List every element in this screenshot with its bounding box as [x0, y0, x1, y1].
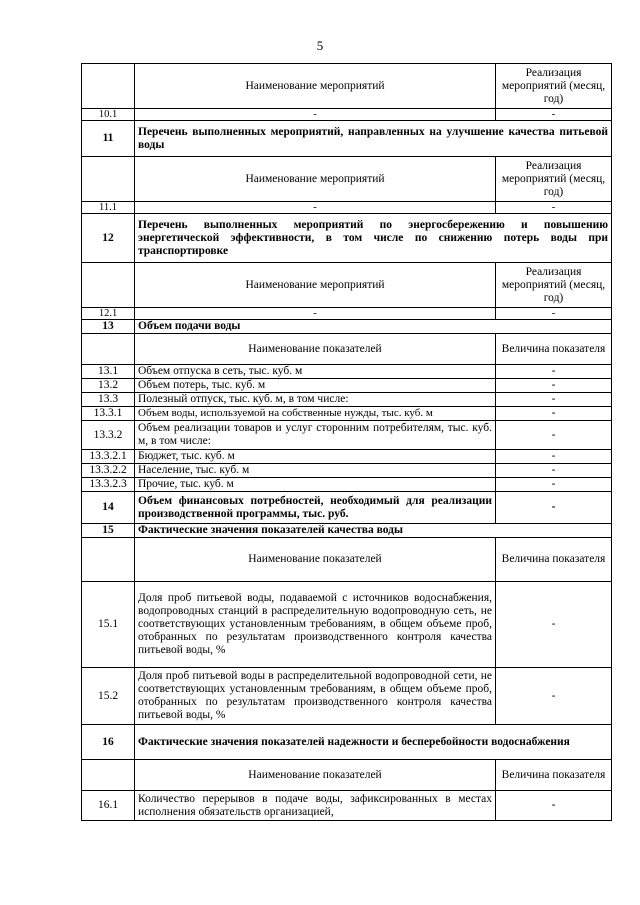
table-row [82, 668, 612, 725]
table-header-row [82, 538, 612, 582]
row-number: 13.3.2.3 [82, 478, 135, 492]
table-header-row [82, 263, 612, 308]
row-text: Объем отпуска в сеть, тыс. куб. м [135, 365, 496, 379]
section-row [82, 214, 612, 263]
header-num-cell [82, 64, 135, 109]
header-measures-name: Наименование мероприятий [135, 64, 496, 109]
table-row [82, 379, 612, 393]
row-value: - [496, 450, 612, 464]
row-value: - [496, 791, 612, 821]
section-title: Перечень выполненных мероприятий по энергосбережению и повышению энергетической эффективности, в том числе по снижению потерь воды при транспортировке [135, 214, 612, 263]
row-value: - [496, 379, 612, 393]
table-row [82, 109, 612, 121]
table-row [82, 464, 612, 478]
row-number: 13.3.2.1 [82, 450, 135, 464]
row-number: 10.1 [82, 109, 135, 121]
table-row [82, 202, 612, 214]
row-number: 13.3.2 [82, 421, 135, 450]
table-row [82, 365, 612, 379]
section-row [82, 492, 612, 524]
table-row [82, 407, 612, 421]
row-text: Полезный отпуск, тыс. куб. м, в том числе: [135, 393, 496, 407]
row-value: - [496, 407, 612, 421]
row-text: - [135, 109, 496, 121]
section-title: Объем финансовых потребностей, необходимый для реализации производственной программы, тыс. руб. [135, 492, 496, 524]
section-row [82, 725, 612, 760]
row-text: Население, тыс. куб. м [135, 464, 496, 478]
table-row [82, 582, 612, 668]
section-row [82, 320, 612, 334]
table-row [82, 450, 612, 464]
header-measures-impl: Реализация мероприятий (месяц, год) [496, 64, 612, 109]
section-title: Фактические значения показателей надежности и бесперебойности водоснабжения [135, 725, 612, 760]
row-text: Доля проб питьевой воды в распределительной водопроводной сети, не соответствующих установленным требованиям, в общем объеме проб, отобранных по результатам производственного контроля качества питьевой воды, % [135, 668, 496, 725]
section-number: 15 [82, 524, 135, 538]
row-value: - [496, 202, 612, 214]
header-num-cell [82, 760, 135, 791]
table-row [82, 308, 612, 320]
row-text: Количество перерывов в подаче воды, зафиксированных в местах исполнения обязательств организацией, [135, 791, 496, 821]
header-measures-impl: Реализация мероприятий (месяц, год) [496, 263, 612, 308]
row-value: - [496, 393, 612, 407]
section-row [82, 524, 612, 538]
row-value: - [496, 308, 612, 320]
header-measures-name: Наименование мероприятий [135, 263, 496, 308]
row-number: 15.1 [82, 582, 135, 668]
table-header-row [82, 334, 612, 365]
row-number: 12.1 [82, 308, 135, 320]
table-header-row [82, 64, 612, 109]
section-number: 13 [82, 320, 135, 334]
row-text: Объем потерь, тыс. куб. м [135, 379, 496, 393]
report-table [81, 63, 612, 821]
row-number: 13.1 [82, 365, 135, 379]
row-number: 15.2 [82, 668, 135, 725]
row-value: - [496, 464, 612, 478]
row-text: - [135, 308, 496, 320]
section-row [82, 121, 612, 157]
header-measures-name: Наименование мероприятий [135, 157, 496, 202]
page-number: 5 [316, 38, 324, 53]
row-value: - [496, 582, 612, 668]
row-text: Бюджет, тыс. куб. м [135, 450, 496, 464]
row-number: 13.3.2.2 [82, 464, 135, 478]
header-num-cell [82, 157, 135, 202]
table-row [82, 393, 612, 407]
table-row [82, 421, 612, 450]
header-num-cell [82, 538, 135, 582]
header-indicators-name: Наименование показателей [135, 538, 496, 582]
section-number: 16 [82, 725, 135, 760]
header-num-cell [82, 334, 135, 365]
section-number: 12 [82, 214, 135, 263]
row-number: 16.1 [82, 791, 135, 821]
row-number: 11.1 [82, 202, 135, 214]
row-value: - [496, 109, 612, 121]
table-row [82, 478, 612, 492]
row-value: - [496, 421, 612, 450]
header-indicators-name: Наименование показателей [135, 760, 496, 791]
header-indicators-name: Наименование показателей [135, 334, 496, 365]
row-number: 13.3.1 [82, 407, 135, 421]
header-indicators-value: Величина показателя [496, 760, 612, 791]
table-header-row [82, 157, 612, 202]
table-row [82, 791, 612, 821]
row-value: - [496, 365, 612, 379]
header-measures-impl: Реализация мероприятий (месяц, год) [496, 157, 612, 202]
row-value: - [496, 492, 612, 524]
section-title: Объем подачи воды [135, 320, 612, 334]
header-indicators-value: Величина показателя [496, 538, 612, 582]
row-text: Прочие, тыс. куб. м [135, 478, 496, 492]
table-header-row [82, 760, 612, 791]
row-text: Объем реализации товаров и услуг сторонним потребителям, тыс. куб. м, в том числе: [135, 421, 496, 450]
row-text: - [135, 202, 496, 214]
section-number: 14 [82, 492, 135, 524]
row-number: 13.2 [82, 379, 135, 393]
row-number: 13.3 [82, 393, 135, 407]
section-title: Фактические значения показателей качества воды [135, 524, 612, 538]
section-title: Перечень выполненных мероприятий, направленных на улучшение качества питьевой воды [135, 121, 612, 157]
section-number: 11 [82, 121, 135, 157]
row-text: Объем воды, используемой на собственные нужды, тыс. куб. м [135, 407, 496, 421]
row-value: - [496, 668, 612, 725]
header-num-cell [82, 263, 135, 308]
header-indicators-value: Величина показателя [496, 334, 612, 365]
row-value: - [496, 478, 612, 492]
row-text: Доля проб питьевой воды, подаваемой с источников водоснабжения, водопроводных станций в распределительную водопроводную сеть, не соответствующих установленным требованиям, в общем объеме проб, отобранных по результатам производственного контроля качества питьевой воды, % [135, 582, 496, 668]
